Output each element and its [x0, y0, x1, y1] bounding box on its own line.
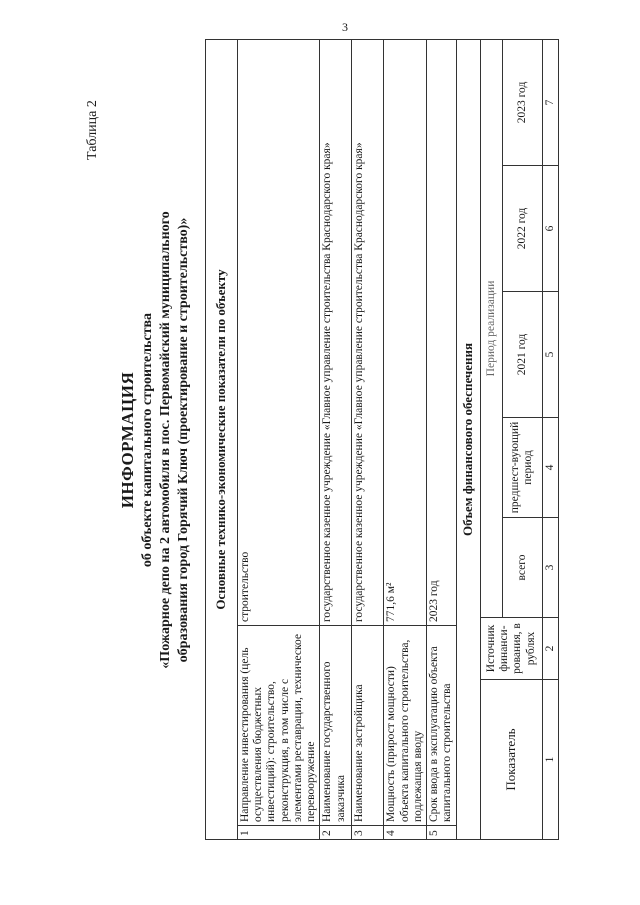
row-label: Мощность (прирост мощности) объекта капитального строительства, подлежащая вводу	[384, 626, 427, 826]
column-number: 4	[542, 418, 558, 518]
column-number: 1	[542, 680, 558, 840]
section-1-header: Основные технико-экономические показатели по объекту	[206, 39, 238, 839]
info-table-area	[205, 40, 605, 840]
section-2-header: Объем финансового обеспечения	[456, 39, 480, 839]
page-number: 3	[342, 20, 348, 34]
table-label: Таблица 2	[85, 100, 100, 160]
object-name-line-2: образования город Горячий Ключ (проектирование и строительство)»	[176, 217, 191, 663]
document-title: ИНФОРМАЦИЯ	[118, 371, 137, 509]
row-label: Направление инвестирования (цель осуществления бюджетных инвестиций): строительство, реконструкция, в том числе с элементами реставрации, техническое перевооружение	[238, 626, 320, 826]
row-value: 771,6 м²	[384, 39, 427, 625]
table-row	[352, 39, 384, 839]
row-value: 2023 год	[426, 39, 456, 625]
table-row	[426, 39, 456, 839]
subcol-previous-period: предшест-вующий период	[502, 418, 542, 518]
row-number: 3	[352, 826, 384, 840]
row-number: 5	[426, 826, 456, 840]
column-number: 5	[542, 292, 558, 418]
column-number: 3	[542, 518, 558, 618]
row-label: Срок ввода в эксплуатацию объекта капитального строительства	[426, 626, 456, 826]
period-column-header: Период реализации	[480, 39, 502, 617]
table-row	[384, 39, 427, 839]
subcol-2022: 2022 год	[502, 166, 542, 292]
row-value: государственное казенное учреждение «Главное управление строительства Краснодарского края»	[320, 39, 352, 625]
row-number: 2	[320, 826, 352, 840]
financing-table	[456, 39, 559, 840]
row-value: государственное казенное учреждение «Главное управление строительства Краснодарского края»	[352, 39, 384, 625]
row-number: 1	[238, 826, 320, 840]
subcol-2023: 2023 год	[502, 39, 542, 165]
subcol-total: всего	[502, 518, 542, 618]
subcol-2021: 2021 год	[502, 292, 542, 418]
column-number: 6	[542, 166, 558, 292]
column-number: 2	[542, 618, 558, 680]
row-label: Наименование государственного заказчика	[320, 626, 352, 826]
rotated-sheet	[0, 20, 635, 860]
object-name-line-1: «Пожарное депо на 2 автомобиля в пос. Первомайский муниципального	[158, 211, 173, 669]
row-label: Наименование застройщика	[352, 626, 384, 826]
row-number: 4	[384, 826, 427, 840]
row-value: строительство	[238, 39, 320, 625]
table-row	[238, 39, 320, 839]
indicator-column-header: Показатель	[480, 680, 542, 840]
column-number: 7	[542, 39, 558, 165]
table-row	[320, 39, 352, 839]
tech-indicators-table	[205, 39, 457, 840]
column-numbers-row	[542, 39, 558, 839]
source-column-header: Источник финанси-рования, в рублях	[480, 618, 542, 680]
document-subtitle: об объекте капитального строительства	[140, 312, 155, 568]
